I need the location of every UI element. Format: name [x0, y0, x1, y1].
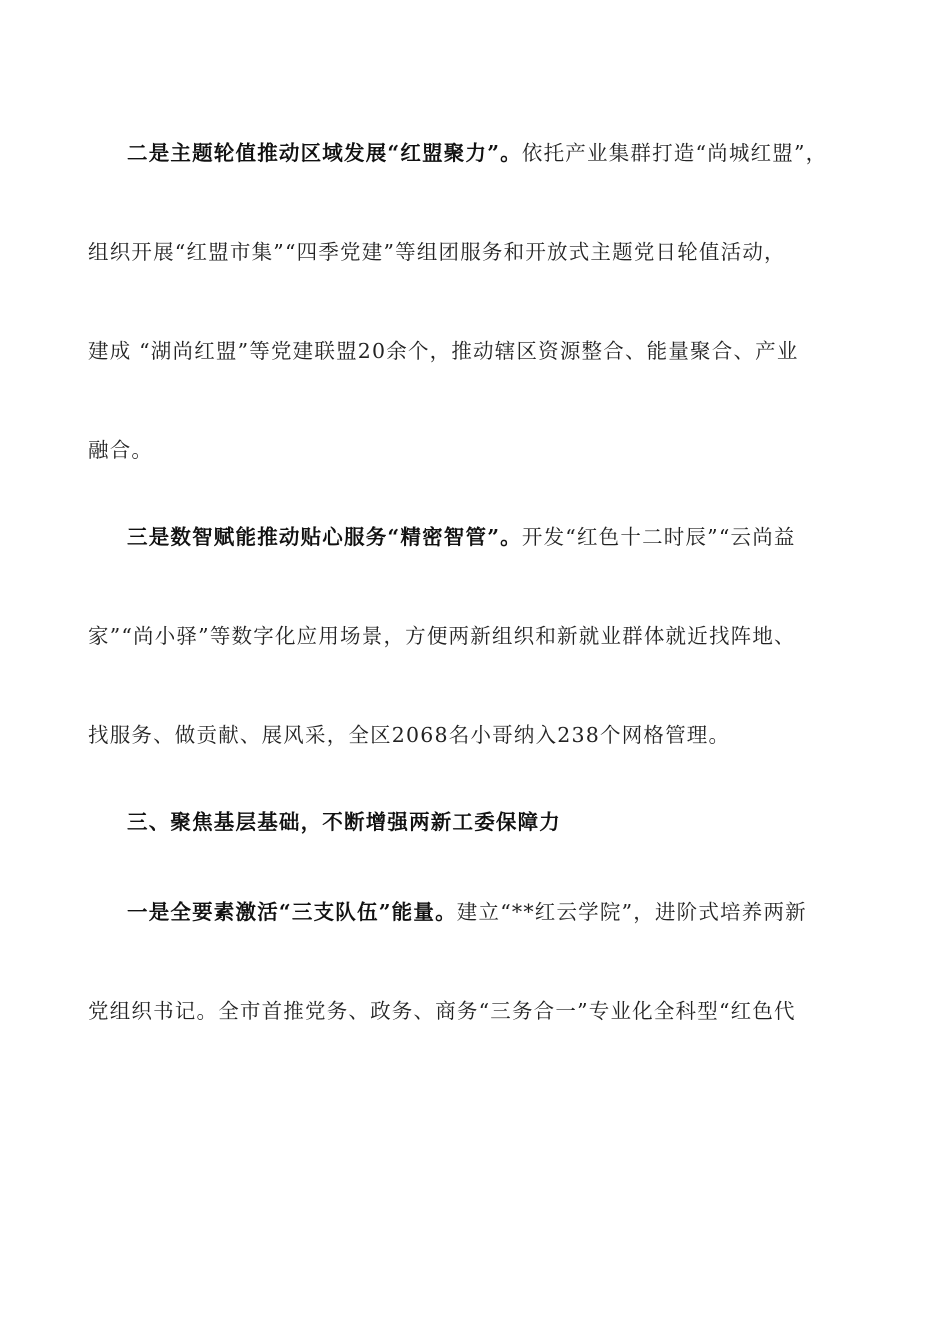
paragraph-2-line-3: 找服务、做贡献、展风采，全区2068名小哥纳入238个网格管理。 [88, 723, 731, 747]
paragraph-1-lead: 二是主题轮值推动区域发展“红盟聚力”。 [127, 141, 522, 165]
paragraph-2-line-2: 家”“尚小驿”等数字化应用场景，方便两新组织和新就业群体就近找阵地、 [88, 624, 796, 648]
paragraph-2-line-1 [127, 522, 878, 552]
paragraph-1-line-2: 组织开展“红盟市集”“四季党建”等组团服务和开放式主题党日轮值活动， [88, 240, 786, 264]
paragraph-2-lead: 三是数智赋能推动贴心服务“精密智管”。 [127, 525, 522, 549]
paragraph-1-line-3: 建成 “湖尚红盟”等党建联盟20余个，推动辖区资源整合、能量聚合、产业 [88, 339, 799, 363]
paragraph-2-text: 开发“红色十二时辰”“云尚益 [521, 525, 796, 549]
paragraph-1-line-4: 融合。 [88, 438, 154, 462]
section-heading: 三、聚焦基层基础，不断增强两新工委保障力 [127, 810, 561, 834]
paragraph-3-line-2: 党组织书记。全市首推党务、政务、商务“三务合一”专业化全科型“红色代 [88, 999, 796, 1023]
paragraph-1-text: 依托产业集群打造“尚城红盟”， [521, 141, 828, 165]
paragraph-3-text: 建立“**红云学院”，进阶式培养两新 [456, 900, 807, 924]
paragraph-3-line-1 [127, 897, 878, 927]
paragraph-1-line-1 [127, 138, 878, 168]
paragraph-3-lead: 一是全要素激活“三支队伍”能量。 [127, 900, 457, 924]
